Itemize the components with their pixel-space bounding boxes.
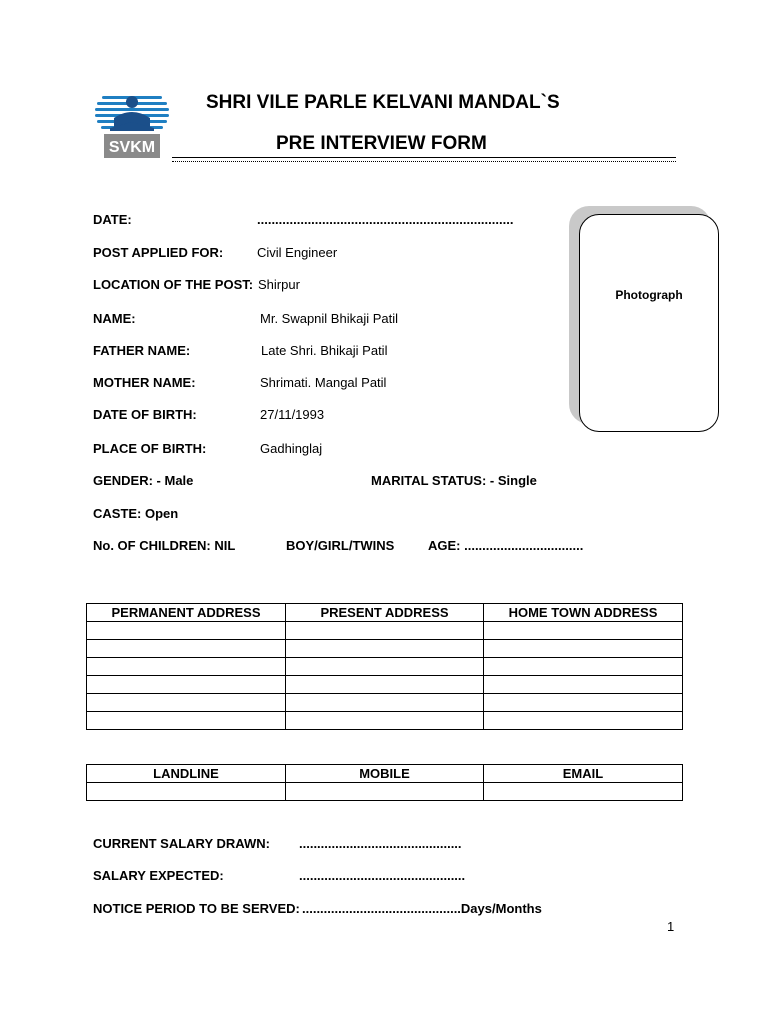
boy-girl-twins-field[interactable]: BOY/GIRL/TWINS [286,538,395,553]
present-address-cell[interactable] [286,622,484,640]
present-address-cell[interactable] [286,676,484,694]
permanent-address-cell[interactable] [87,622,286,640]
address-header-row [87,604,683,622]
email-cell[interactable] [484,783,683,801]
name-label: NAME: [93,311,136,326]
home-town-address-cell[interactable] [484,712,683,730]
page-number: 1 [667,919,675,934]
father-name-label: FATHER NAME: [93,343,191,358]
home-town-address-cell[interactable] [484,694,683,712]
photograph-label: Photograph [615,288,683,302]
form-title: PRE INTERVIEW FORM [276,133,487,154]
table-row [87,783,683,801]
logo-text: SVKM [108,139,156,156]
mobile-header: MOBILE [286,765,484,783]
permanent-address-cell[interactable] [87,712,286,730]
permanent-address-cell[interactable] [87,694,286,712]
table-row [87,694,683,712]
svkm-logo [92,92,172,162]
salary-expected-label: SALARY EXPECTED: [93,868,224,883]
dob-value[interactable]: 27/11/1993 [260,407,325,422]
home-town-address-cell[interactable] [484,640,683,658]
gender-field[interactable]: GENDER: - Male [93,473,194,488]
caste-field[interactable]: CASTE: Open [93,506,179,521]
photograph-box[interactable] [579,214,719,432]
marital-status-field[interactable]: MARITAL STATUS: - Single [371,473,537,488]
salary-expected-value[interactable]: .............................................. [299,868,466,883]
notice-period-value[interactable]: ............................................Days/Months [302,901,542,916]
mother-name-label: MOTHER NAME: [93,375,196,390]
present-address-cell[interactable] [286,658,484,676]
table-row [87,658,683,676]
dob-label: DATE OF BIRTH: [93,407,197,422]
table-row [87,712,683,730]
name-value[interactable]: Mr. Swapnil Bhikaji Patil [260,311,398,326]
landline-cell[interactable] [87,783,286,801]
home-town-address-cell[interactable] [484,658,683,676]
pob-value[interactable]: Gadhinglaj [260,441,323,456]
present-address-cell[interactable] [286,694,484,712]
current-salary-label: CURRENT SALARY DRAWN: [93,836,270,851]
landline-header: LANDLINE [87,765,286,783]
contact-header-row [87,765,683,783]
post-label: POST APPLIED FOR: [93,245,224,260]
age-field[interactable]: AGE: ................................. [428,538,584,553]
table-row [87,676,683,694]
present-address-cell[interactable] [286,712,484,730]
date-label: DATE: [93,212,132,227]
header-rule [172,157,676,162]
email-header: EMAIL [484,765,683,783]
permanent-address-cell[interactable] [87,640,286,658]
org-name: SHRI VILE PARLE KELVANI MANDAL`S [206,92,560,113]
post-value[interactable]: Civil Engineer [257,245,338,260]
table-row [87,622,683,640]
date-value[interactable]: ....................................................................... [257,212,514,227]
permanent-address-cell[interactable] [87,658,286,676]
location-label: LOCATION OF THE POST: [93,277,254,292]
pob-label: PLACE OF BIRTH: [93,441,207,456]
location-value[interactable]: Shirpur [258,277,300,292]
present-address-header: PRESENT ADDRESS [286,604,484,622]
mother-name-value[interactable]: Shrimati. Mangal Patil [260,375,387,390]
mobile-cell[interactable] [286,783,484,801]
permanent-address-header: PERMANENT ADDRESS [87,604,286,622]
table-row [87,640,683,658]
notice-period-label: NOTICE PERIOD TO BE SERVED: [93,901,300,916]
children-field[interactable]: No. OF CHILDREN: NIL [93,538,236,553]
current-salary-value[interactable]: ............................................. [299,836,462,851]
home-town-address-cell[interactable] [484,676,683,694]
address-table [86,603,683,730]
home-town-address-header: HOME TOWN ADDRESS [484,604,683,622]
home-town-address-cell[interactable] [484,622,683,640]
permanent-address-cell[interactable] [87,676,286,694]
contact-table [86,764,683,801]
present-address-cell[interactable] [286,640,484,658]
father-name-value[interactable]: Late Shri. Bhikaji Patil [261,343,388,358]
